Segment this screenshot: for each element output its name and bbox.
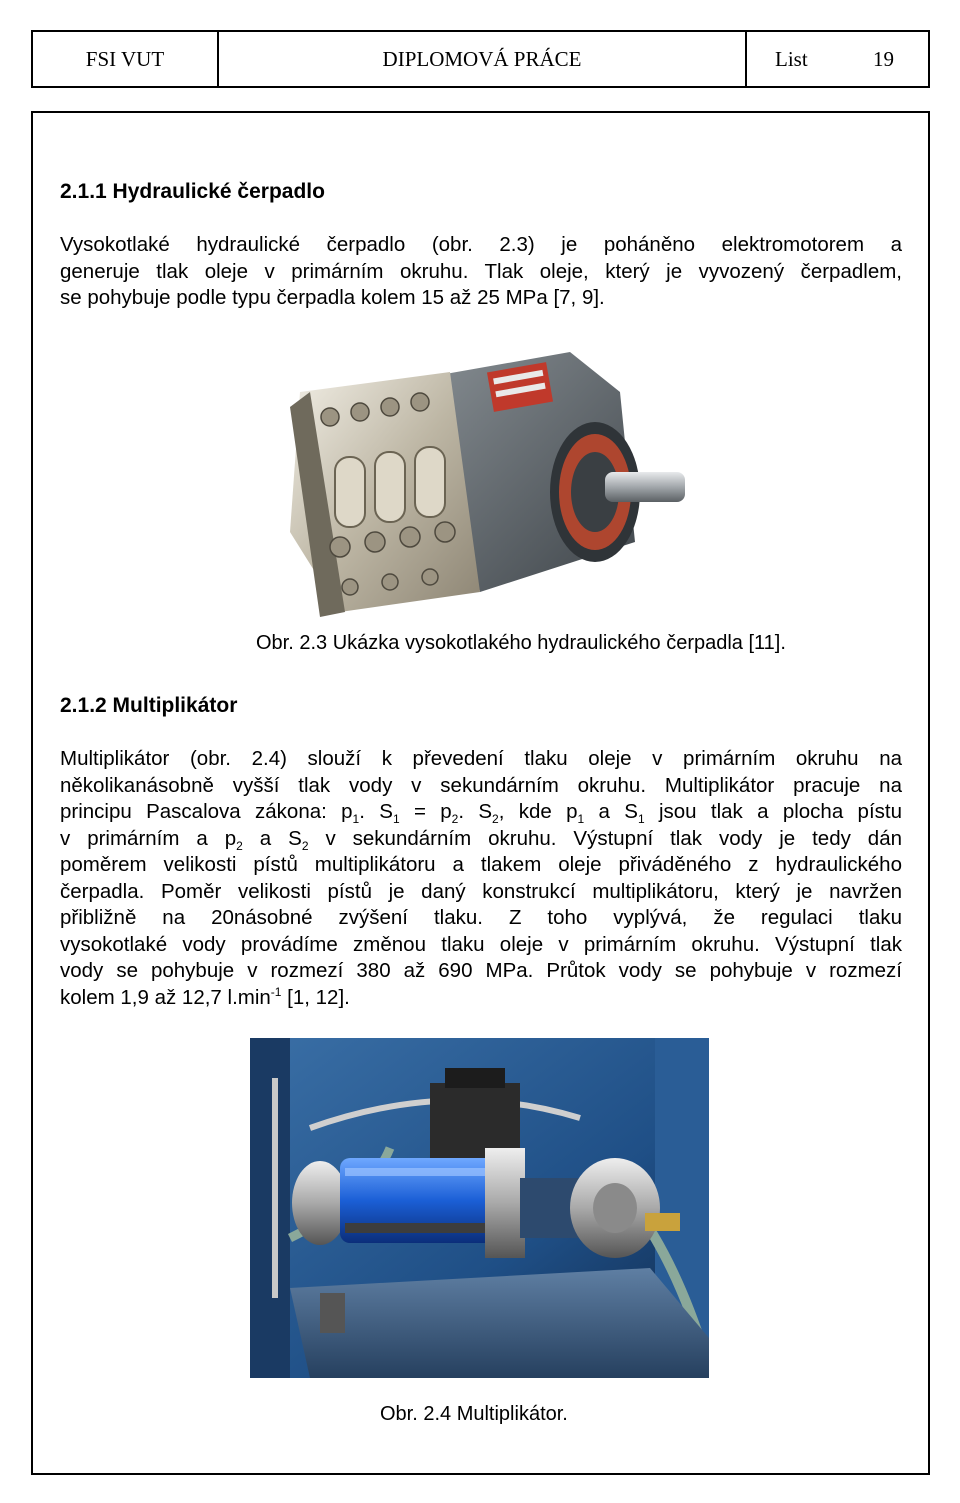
paragraph-line: vysokotlaké vody provádíme změnou tlaku oleje v primárním okruhu. Výstupní tlak: [60, 932, 902, 956]
paragraph-line: několikanásobně vyšší tlak vody v sekundárním okruhu. Multiplikátor pracuje na: [60, 773, 902, 797]
paragraph-line: generuje tlak oleje v primárním okruhu. Tlak oleje, který je vyvozený čerpadlem,: [60, 259, 902, 283]
text-run: jsou tlak a plocha pístu: [644, 800, 902, 823]
text-run: v primárním a p: [60, 826, 237, 850]
paragraph-line: Vysokotlaké hydraulické čerpadlo (obr. 2.3) je poháněno elektromotorem a: [60, 233, 902, 256]
figure-caption-multiplier: Obr. 2.4 Multiplikátor.: [380, 1403, 568, 1425]
subscript: 2: [492, 812, 499, 827]
section-heading-multiplier: 2.1.2 Multiplikátor: [60, 694, 238, 717]
text-run: . S: [458, 800, 493, 823]
paragraph-line: poměrem velikosti pístů multiplikátoru a tlakem oleje přiváděného z hydraulického: [60, 853, 902, 876]
paragraph-line: čerpadla. Poměr velikosti pístů je daný konstrukcí multiplikátoru, který je navržen: [60, 879, 902, 903]
header-institution: FSI VUT: [33, 32, 219, 86]
subscript: 1: [392, 812, 400, 827]
subscript: 2: [301, 838, 309, 853]
paragraph-line: vody se pohybuje v rozmezí 380 až 690 MPa. Průtok vody se pohybuje v rozmezí: [60, 959, 902, 982]
text-run: = p: [399, 800, 452, 823]
hydraulic-pump-figure: [250, 332, 690, 622]
figure-caption-pump: Obr. 2.3 Ukázka vysokotlakého hydraulického čerpadla [11].: [256, 632, 786, 654]
page-header: [31, 30, 930, 88]
paragraph-line: [60, 985, 902, 1012]
paragraph-multiplier: [60, 746, 902, 1011]
text-run: a S: [242, 826, 302, 850]
subscript: 2: [451, 812, 459, 827]
text-run: v sekundárním okruhu. Výstupní tlak vody je tedy dán: [308, 826, 903, 850]
subscript: 1: [577, 812, 585, 827]
superscript: -1: [270, 984, 282, 999]
header-list-label: List: [775, 46, 808, 71]
header-page-info: [747, 32, 928, 86]
text-run: a S: [584, 800, 638, 823]
paragraph-line: přibližně na 20násobné zvýšení tlaku. Z toho vyplývá, že regulaci tlaku: [60, 906, 902, 929]
paragraph-line: Multiplikátor (obr. 2.4) slouží k převedení tlaku oleje v primárním okruhu na: [60, 747, 902, 770]
section-heading-hydraulic-pump: 2.1.1 Hydraulické čerpadlo: [60, 180, 325, 203]
text-run: [1, 12].: [281, 985, 350, 1009]
header-doc-type: DIPLOMOVÁ PRÁCE: [219, 32, 747, 86]
paragraph-line: [60, 826, 902, 853]
multiplier-photo-figure: [250, 1038, 709, 1378]
text-run: kolem 1,9 až 12,7 l.min: [60, 985, 271, 1009]
text-run: . S: [359, 800, 393, 823]
paragraph-hydraulic-pump: [60, 232, 902, 312]
paragraph-line: se pohybuje podle typu čerpadla kolem 15 až 25 MPa [7, 9].: [60, 286, 605, 309]
subscript: 2: [236, 838, 243, 853]
subscript: 1: [637, 812, 645, 827]
text-run: , kde p: [498, 800, 578, 823]
header-page-number: 19: [873, 46, 894, 71]
subscript: 1: [352, 812, 360, 827]
text-run: principu Pascalova zákona: p: [60, 800, 353, 823]
paragraph-line-formula: [60, 799, 902, 826]
